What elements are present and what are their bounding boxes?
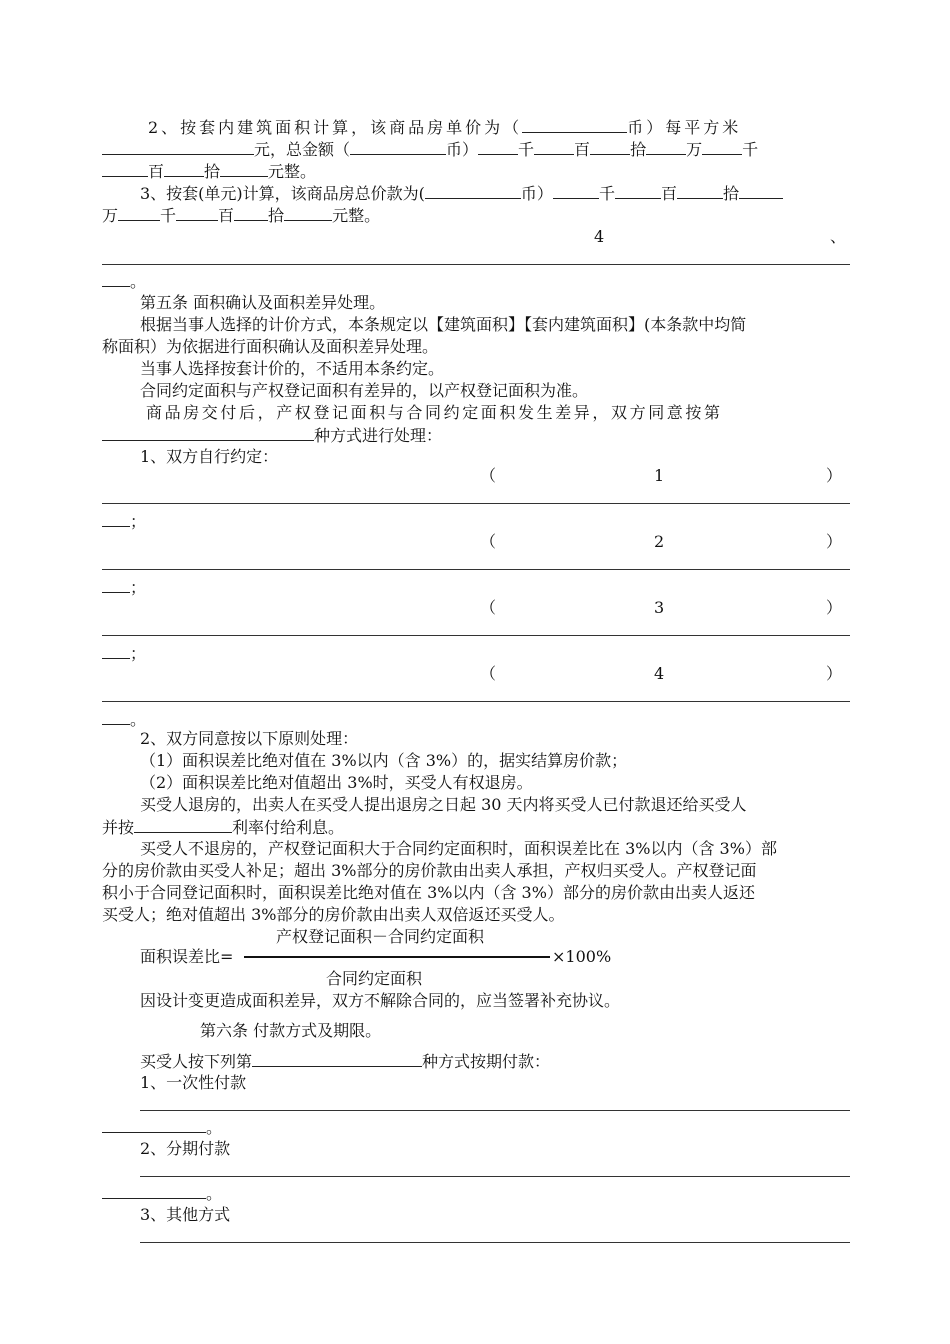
text: 拾 <box>204 162 221 181</box>
option-2-label: 2、双方同意按以下原则处理： <box>140 729 359 748</box>
blank-field <box>425 182 521 199</box>
text: 千 <box>742 140 759 159</box>
paragraph: 合同约定面积与产权登记面积有差异的，以产权登记面积为准。 <box>140 381 589 400</box>
text: 。 <box>206 1118 223 1137</box>
fill-line <box>140 1176 850 1177</box>
formula-denominator: 合同约定面积 <box>326 969 423 988</box>
fill-line <box>102 503 850 504</box>
rule-2: （2）面积误差比绝对值超出 3%时，买受人有权退房。 <box>140 773 533 792</box>
blank-field <box>677 182 723 199</box>
text: 币） <box>520 184 553 203</box>
blank-field <box>176 204 218 221</box>
blank-field <box>118 204 160 221</box>
fill-line-end <box>102 270 146 293</box>
price-by-unit-line1 <box>140 182 783 205</box>
text: 。 <box>206 1184 223 1203</box>
fraction-bar <box>244 956 550 958</box>
fill-line-end <box>102 642 146 665</box>
text: 。 <box>130 272 147 291</box>
blank-field <box>102 1116 206 1133</box>
text: 利率付给利息。 <box>232 818 345 837</box>
paragraph: 当事人选择按套计价的，不适用本条约定。 <box>140 359 445 378</box>
price-by-inner-area-line2 <box>102 138 758 161</box>
blank-field <box>102 138 254 155</box>
fill-line <box>140 1110 850 1111</box>
text: 币） <box>446 140 479 159</box>
blank-field <box>252 1050 422 1067</box>
formula-rhs: ×100% <box>552 947 612 966</box>
text: 。 <box>130 710 147 729</box>
article-5-title: 第五条 面积确认及面积差异处理。 <box>140 293 386 312</box>
text: 拾 <box>722 184 739 203</box>
paragraph: 商品房交付后，产权登记面积与合同约定面积发生差异，双方同意按第 <box>146 403 723 422</box>
text: 元整。 <box>332 206 381 225</box>
blank-field <box>102 1182 206 1199</box>
blank-field <box>234 204 268 221</box>
text: ； <box>130 644 147 663</box>
text: 种方式进行处理： <box>314 426 443 445</box>
item-number: 1 <box>654 466 665 485</box>
text: 百 <box>660 184 677 203</box>
blank-field <box>522 116 627 133</box>
payment-option-2: 2、分期付款 <box>140 1139 231 1158</box>
payment-option-3: 3、其他方式 <box>140 1205 231 1224</box>
text: ； <box>130 578 147 597</box>
text: 币）每平方米 <box>627 118 742 137</box>
fill-line <box>102 264 850 265</box>
blank-field <box>220 160 268 177</box>
item-paren-open: （ <box>480 598 497 617</box>
price-by-inner-area-line1 <box>148 116 741 139</box>
paragraph: 根据当事人选择的计价方式，本条规定以【建筑面积】【套内建筑面积】(本条款中均简 <box>140 315 747 334</box>
blank-field <box>164 160 204 177</box>
blank-field <box>534 138 574 155</box>
item-number: 3 <box>654 598 665 617</box>
text: 拾 <box>630 140 647 159</box>
blank-field <box>702 138 742 155</box>
paragraph: 积小于合同登记面积时，面积误差比绝对值在 3%以内（含 3%）部分的房价款由出卖人返还 <box>102 883 755 902</box>
blank-field <box>615 182 661 199</box>
paragraph: 分的房价款由买受人补足；超出 3%部分的房价款由出卖人承担，产权归买受人。产权登记面 <box>102 861 757 880</box>
paragraph: 买受人；绝对值超出 3%部分的房价款由出卖人双倍返还买受人。 <box>102 905 565 924</box>
fill-line-end <box>102 1116 222 1139</box>
blank-field <box>102 424 314 441</box>
blank-field <box>478 138 518 155</box>
fill-line-end <box>102 510 146 533</box>
text: 拾 <box>268 206 285 225</box>
fill-line-end <box>102 576 146 599</box>
blank-field <box>102 642 130 659</box>
text: 千 <box>160 206 177 225</box>
rule-1: （1）面积误差比绝对值在 3%以内（含 3%）的，据实结算房价款； <box>140 751 628 770</box>
item-paren-open: （ <box>480 466 497 485</box>
text: 万 <box>686 140 703 159</box>
blank-field <box>102 576 130 593</box>
text: 并按 <box>102 818 135 837</box>
item-paren-close: ） <box>826 598 843 617</box>
option-1-label: 1、双方自行约定： <box>140 447 279 466</box>
text: 元，总金额（ <box>254 140 351 159</box>
text: 万 <box>102 206 119 225</box>
text: 千 <box>518 140 535 159</box>
item-paren-close: ） <box>826 466 843 485</box>
item-paren-open: （ <box>480 532 497 551</box>
text: 千 <box>598 184 615 203</box>
text: 2、按套内建筑面积计算，该商品房单价为（ <box>148 118 523 137</box>
article-6-title: 第六条 付款方式及期限。 <box>200 1021 382 1040</box>
price-by-inner-area-line3 <box>102 160 316 183</box>
blank-field <box>646 138 686 155</box>
blank-field <box>102 160 148 177</box>
payment-option-1: 1、一次性付款 <box>140 1073 247 1092</box>
paragraph <box>102 424 442 447</box>
paragraph: 称面积）为依据进行面积确认及面积差异处理。 <box>102 337 439 356</box>
blank-field <box>134 816 232 833</box>
fill-line <box>140 1242 850 1243</box>
text: 买受人按下列第 <box>140 1052 253 1071</box>
text: 3、按套(单元)计算，该商品房总价款为( <box>140 184 425 203</box>
item-separator: 、 <box>830 227 847 246</box>
text: 种方式按期付款： <box>422 1052 551 1071</box>
item-paren-open: （ <box>480 664 497 683</box>
text: 百 <box>574 140 591 159</box>
blank-field <box>102 708 130 725</box>
blank-field <box>102 510 130 527</box>
item-number: 2 <box>654 532 665 551</box>
item-number: 4 <box>594 227 605 246</box>
blank-field <box>284 204 332 221</box>
blank-field <box>739 182 783 199</box>
formula-numerator: 产权登记面积－合同约定面积 <box>276 927 485 946</box>
blank-field <box>102 270 130 287</box>
text: 百 <box>218 206 235 225</box>
price-by-unit-line2 <box>102 204 380 227</box>
formula-lhs: 面积误差比= <box>140 947 234 966</box>
blank-field <box>553 182 599 199</box>
blank-field <box>350 138 446 155</box>
paragraph <box>140 1050 550 1073</box>
paragraph: 买受人退房的，出卖人在买受人提出退房之日起 30 天内将买受人已付款退还给买受人 <box>140 795 747 814</box>
paragraph <box>102 816 344 839</box>
paragraph: 因设计变更造成面积差异，双方不解除合同的，应当签署补充协议。 <box>140 991 621 1010</box>
text: ； <box>130 512 147 531</box>
item-paren-close: ） <box>826 532 843 551</box>
fill-line <box>102 635 850 636</box>
paragraph: 买受人不退房的，产权登记面积大于合同约定面积时，面积误差比在 3%以内（含 3%）部 <box>140 839 777 858</box>
fill-line <box>102 701 850 702</box>
fill-line-end <box>102 1182 222 1205</box>
text: 元整。 <box>268 162 317 181</box>
fill-line <box>102 569 850 570</box>
blank-field <box>590 138 630 155</box>
item-paren-close: ） <box>826 664 843 683</box>
item-number: 4 <box>654 664 665 683</box>
text: 百 <box>148 162 165 181</box>
